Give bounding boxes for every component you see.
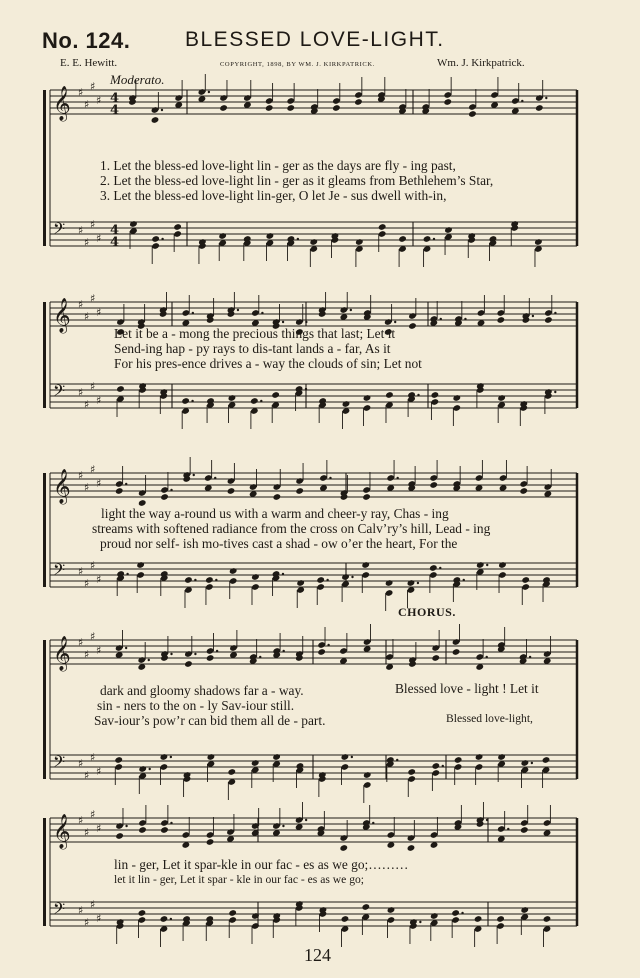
time-signature: 4 — [110, 91, 120, 106]
note-dot — [125, 825, 127, 827]
note-head — [474, 915, 483, 923]
key-sharp-icon: ♯ — [96, 822, 102, 835]
time-signature: 4 — [110, 223, 120, 238]
note-dot — [170, 822, 172, 824]
note-head — [355, 238, 364, 246]
note-dot — [148, 659, 150, 661]
note-dot — [305, 321, 307, 323]
note-dot — [193, 474, 195, 476]
lyricist-credit: E. E. Hewitt. — [60, 57, 118, 69]
note-head — [387, 906, 396, 914]
system-brace — [43, 640, 46, 779]
note-head — [228, 909, 237, 917]
note-dot — [417, 582, 419, 584]
key-sharp-icon: ♯ — [96, 912, 102, 925]
note-dot — [125, 647, 127, 649]
note-head — [475, 753, 484, 761]
note-head — [227, 768, 236, 776]
note-head — [497, 394, 506, 402]
key-sharp-icon: ♯ — [90, 218, 96, 231]
key-sharp-icon: ♯ — [78, 86, 84, 99]
lyric-verse-3-line-3: proud nor self- ish mo-tives cast a shad - ow o’er the heart, For the — [100, 536, 458, 551]
note-dot — [305, 388, 307, 390]
note-dot — [486, 819, 488, 821]
note-head — [429, 564, 438, 572]
note-head — [341, 753, 350, 761]
staff-lines — [43, 80, 577, 929]
note-head — [476, 561, 485, 569]
note-dot — [282, 650, 284, 652]
note-head — [451, 909, 460, 917]
note-head — [444, 226, 453, 234]
note-dot — [531, 762, 533, 764]
note-dot — [259, 656, 261, 658]
note-head — [184, 576, 193, 584]
key-sharp-icon: ♯ — [90, 898, 96, 911]
note-dot — [126, 573, 128, 575]
note-head — [229, 567, 238, 575]
note-dot — [463, 579, 465, 581]
note-head — [363, 394, 372, 402]
note-head — [497, 316, 506, 324]
key-sharp-icon: ♯ — [78, 757, 84, 770]
chorus-lyric-bass: Blessed love-light, — [446, 712, 533, 725]
note-head — [332, 104, 341, 112]
note-head — [309, 238, 318, 246]
note-dot — [215, 579, 217, 581]
note-dot — [216, 650, 218, 652]
key-sharp-icon: ♯ — [84, 577, 90, 590]
note-head — [116, 385, 125, 393]
note-head — [265, 104, 274, 112]
note-head — [251, 573, 260, 581]
note-dot — [486, 564, 488, 566]
note-head — [250, 397, 259, 405]
note-head — [138, 909, 147, 917]
note-dot — [532, 315, 534, 317]
hymn-number: No. 124. — [42, 28, 131, 53]
system-brace — [43, 302, 46, 408]
note-head — [407, 768, 416, 776]
key-sharp-icon: ♯ — [96, 232, 102, 245]
note-dot — [464, 318, 466, 320]
treble-clef-icon: 𝄞 — [53, 469, 71, 504]
note-head — [521, 759, 530, 767]
note-dot — [326, 579, 328, 581]
note-dot — [461, 912, 463, 914]
chorus-lyric-bass-2: let it lin - ger, Let it spar - kle in our fac - es as we go; — [114, 873, 365, 886]
note-dot — [161, 238, 163, 240]
note-head — [273, 493, 282, 501]
key-sharp-icon: ♯ — [84, 310, 90, 323]
note-head — [251, 759, 260, 767]
note-dot — [545, 97, 547, 99]
note-dot — [486, 656, 488, 658]
note-head — [160, 915, 169, 923]
note-dot — [148, 768, 150, 770]
note-head — [378, 223, 387, 231]
note-head — [519, 487, 528, 495]
note-dot — [419, 921, 421, 923]
note-dot — [439, 567, 441, 569]
note-head — [452, 648, 461, 656]
note-head — [544, 316, 553, 324]
note-head — [542, 756, 551, 764]
note-head — [115, 832, 124, 840]
tempo-marking: Moderato. — [110, 72, 165, 87]
chorus-lyric-soprano: Blessed love - light ! Let it — [395, 681, 539, 696]
note-head — [452, 394, 461, 402]
note-head — [173, 223, 182, 231]
time-signature: 4 — [110, 103, 120, 118]
note-head — [431, 391, 440, 399]
note-dot — [194, 579, 196, 581]
page-number: 124 — [304, 945, 331, 965]
note-head — [521, 576, 530, 584]
key-sharp-icon: ♯ — [90, 559, 96, 572]
composer-credit: Wm. J. Kirkpatrick. — [437, 57, 525, 69]
note-head — [431, 762, 440, 770]
note-dot — [214, 477, 216, 479]
lyric-verse-2-line-2: Send-ing hap - py rays to dis-tant lands a - far, As it — [114, 341, 391, 356]
key-sharp-icon: ♯ — [90, 292, 96, 305]
lyric-verse-3-line-1: 3. Let the bless-ed love-light lin-ger, O let Je - sus dwell with-in, — [100, 188, 447, 203]
note-head — [184, 660, 193, 668]
treble-clef-icon: 𝄞 — [53, 298, 71, 333]
note-head — [342, 400, 351, 408]
note-dot — [208, 91, 210, 93]
treble-clef-icon: 𝄞 — [53, 636, 71, 671]
note-head — [385, 391, 394, 399]
note-dot — [507, 828, 509, 830]
time-signature: 4 — [110, 235, 120, 250]
note-head — [138, 826, 147, 834]
note-head — [385, 579, 394, 587]
note-head — [228, 394, 237, 402]
note-head — [316, 576, 325, 584]
key-sharp-icon: ♯ — [84, 481, 90, 494]
treble-clef-icon: 𝄞 — [53, 814, 71, 849]
lyric-verse-2-line-4: sin - ners to the on - ly Sav-iour still. — [97, 698, 295, 713]
note-head — [296, 579, 305, 587]
note-dot — [351, 756, 353, 758]
note-head — [272, 753, 281, 761]
note-head — [115, 487, 124, 495]
lyric-verse-1-line-3: light the way a-round us with a warm and cheer-y ray, Chas - ing — [101, 506, 449, 521]
note-dot — [372, 822, 374, 824]
note-head — [286, 104, 295, 112]
note-dot — [192, 312, 194, 314]
lyric-verse-3-line-4: Sav-iour’s pow’r can bid them all de - part. — [94, 713, 326, 728]
note-head — [363, 771, 372, 779]
note-head — [498, 561, 507, 569]
note-head — [534, 238, 543, 246]
key-sharp-icon: ♯ — [96, 394, 102, 407]
note-head — [151, 116, 160, 124]
note-dot — [297, 238, 299, 240]
note-head — [430, 912, 439, 920]
note-head — [181, 397, 190, 405]
key-sharp-icon: ♯ — [78, 386, 84, 399]
note-head — [129, 220, 138, 228]
note-dot — [170, 756, 172, 758]
key-sharp-icon: ♯ — [96, 573, 102, 586]
note-head — [398, 235, 407, 243]
hymn-title: BLESSED LOVE-LIGHT. — [185, 28, 445, 51]
key-sharp-icon: ♯ — [78, 565, 84, 578]
note-head — [468, 110, 477, 118]
note-head — [136, 561, 145, 569]
lyric-verse-1-line-1: 1. Let the bless-ed love-light lin - ger as the days are fly - ing past, — [100, 158, 456, 173]
note-head — [423, 235, 432, 243]
note-dot — [170, 489, 172, 491]
lyric-verse-2-line-1: 2. Let the bless-ed love-light lin - ger as it gleams from Bethlehem’s Star, — [100, 173, 494, 188]
note-dot — [396, 477, 398, 479]
note-head — [497, 753, 506, 761]
note-head — [207, 753, 216, 761]
key-sharp-icon: ♯ — [78, 904, 84, 917]
treble-clef-icon: 𝄞 — [53, 86, 71, 121]
note-head — [206, 654, 215, 662]
note-head — [227, 487, 236, 495]
note-head — [151, 235, 160, 243]
note-head — [496, 915, 505, 923]
key-sharp-icon: ♯ — [90, 751, 96, 764]
note-head — [271, 391, 280, 399]
key-sharp-icon: ♯ — [90, 630, 96, 643]
bass-clef-icon: 𝄢 — [53, 900, 66, 922]
key-sharp-icon: ♯ — [90, 463, 96, 476]
key-sharp-icon: ♯ — [96, 765, 102, 778]
note-head — [218, 232, 227, 240]
note-head — [206, 838, 215, 846]
system-brace — [43, 818, 46, 926]
system-brace — [43, 90, 46, 246]
note-head — [266, 232, 275, 240]
note-head — [160, 753, 169, 761]
key-sharp-icon: ♯ — [78, 469, 84, 482]
note-head — [341, 915, 350, 923]
note-head — [160, 826, 169, 834]
note-dot — [521, 100, 523, 102]
key-sharp-icon: ♯ — [90, 80, 96, 93]
note-dot — [554, 391, 556, 393]
note-dot — [329, 477, 331, 479]
note-dot — [433, 238, 435, 240]
note-head — [295, 487, 304, 495]
note-dot — [305, 819, 307, 821]
note-head — [407, 844, 416, 852]
note-dot — [554, 312, 556, 314]
note-dot — [327, 644, 329, 646]
note-dot — [394, 321, 396, 323]
key-sharp-icon: ♯ — [96, 306, 102, 319]
note-dot — [191, 400, 193, 402]
note-head — [361, 561, 370, 569]
key-sharp-icon: ♯ — [78, 814, 84, 827]
key-sharp-icon: ♯ — [84, 648, 90, 661]
note-dot — [350, 309, 352, 311]
key-sharp-icon: ♯ — [78, 224, 84, 237]
note-dot — [282, 825, 284, 827]
note-head — [354, 98, 363, 106]
note-head — [138, 765, 147, 773]
note-dot — [125, 483, 127, 485]
lyric-verse-3-line-2: For his pres-ence drives a - way the clouds of sin; Let not — [114, 356, 422, 371]
note-head — [520, 906, 529, 914]
key-sharp-icon: ♯ — [96, 644, 102, 657]
note-dot — [442, 765, 444, 767]
note-dot — [282, 573, 284, 575]
note-dot — [529, 656, 531, 658]
lyric-verse-2-line-3: streams with softened radiance from the cross on Calv’ry’s hill, Lead - ing — [92, 521, 491, 536]
key-sharp-icon: ♯ — [96, 94, 102, 107]
note-head — [362, 493, 371, 501]
note-head — [520, 826, 529, 834]
key-sharp-icon: ♯ — [90, 808, 96, 821]
note-head — [339, 844, 348, 852]
note-head — [408, 322, 417, 330]
note-head — [341, 573, 350, 581]
key-sharp-icon: ♯ — [84, 236, 90, 249]
note-head — [543, 915, 552, 923]
note-dot — [417, 394, 419, 396]
note-head — [407, 579, 416, 587]
chorus-label: CHORUS. — [398, 605, 456, 619]
bass-clef-icon: 𝄢 — [53, 220, 66, 242]
note-head — [219, 104, 228, 112]
key-sharp-icon: ♯ — [84, 826, 90, 839]
note-dot — [440, 318, 442, 320]
lyric-verse-1-line-2: Let it be a - mong the precious things that last; Let it — [114, 326, 396, 341]
note-head — [535, 104, 544, 112]
lyric-verse-1-line-4: dark and gloomy shadows far a - way. — [100, 683, 304, 698]
note-dot — [396, 759, 398, 761]
key-sharp-icon: ♯ — [84, 916, 90, 929]
note-dot — [351, 576, 353, 578]
note-dot — [282, 321, 284, 323]
note-dot — [161, 109, 163, 111]
bass-clef-icon: 𝄢 — [53, 382, 66, 404]
copyright-notice: COPYRIGHT, 1898, BY WM. J. KIRKPATRICK. — [220, 61, 375, 68]
note-head — [317, 648, 326, 656]
key-sharp-icon: ♯ — [90, 380, 96, 393]
system-brace — [43, 473, 46, 587]
note-head — [429, 481, 438, 489]
note-dot — [194, 653, 196, 655]
note-head — [205, 576, 214, 584]
bass-clef-icon: 𝄢 — [53, 561, 66, 583]
note-dot — [237, 309, 239, 311]
key-sharp-icon: ♯ — [96, 477, 102, 490]
key-sharp-icon: ♯ — [78, 636, 84, 649]
note-head — [454, 756, 463, 764]
note-head — [361, 903, 370, 911]
note-head — [160, 493, 169, 501]
chorus-lyric-soprano-2: lin - ger, Let it spar-kle in our fac - es as we go;……… — [114, 857, 409, 872]
bass-clef-icon: 𝄢 — [53, 753, 66, 775]
note-dot — [260, 400, 262, 402]
key-sharp-icon: ♯ — [84, 398, 90, 411]
note-dot — [170, 918, 172, 920]
note-dot — [170, 653, 172, 655]
note-head — [431, 654, 440, 662]
note-head — [443, 98, 452, 106]
key-sharp-icon: ♯ — [84, 98, 90, 111]
key-sharp-icon: ♯ — [78, 298, 84, 311]
key-sharp-icon: ♯ — [84, 769, 90, 782]
note-head — [114, 756, 123, 764]
note-dot — [261, 312, 263, 314]
